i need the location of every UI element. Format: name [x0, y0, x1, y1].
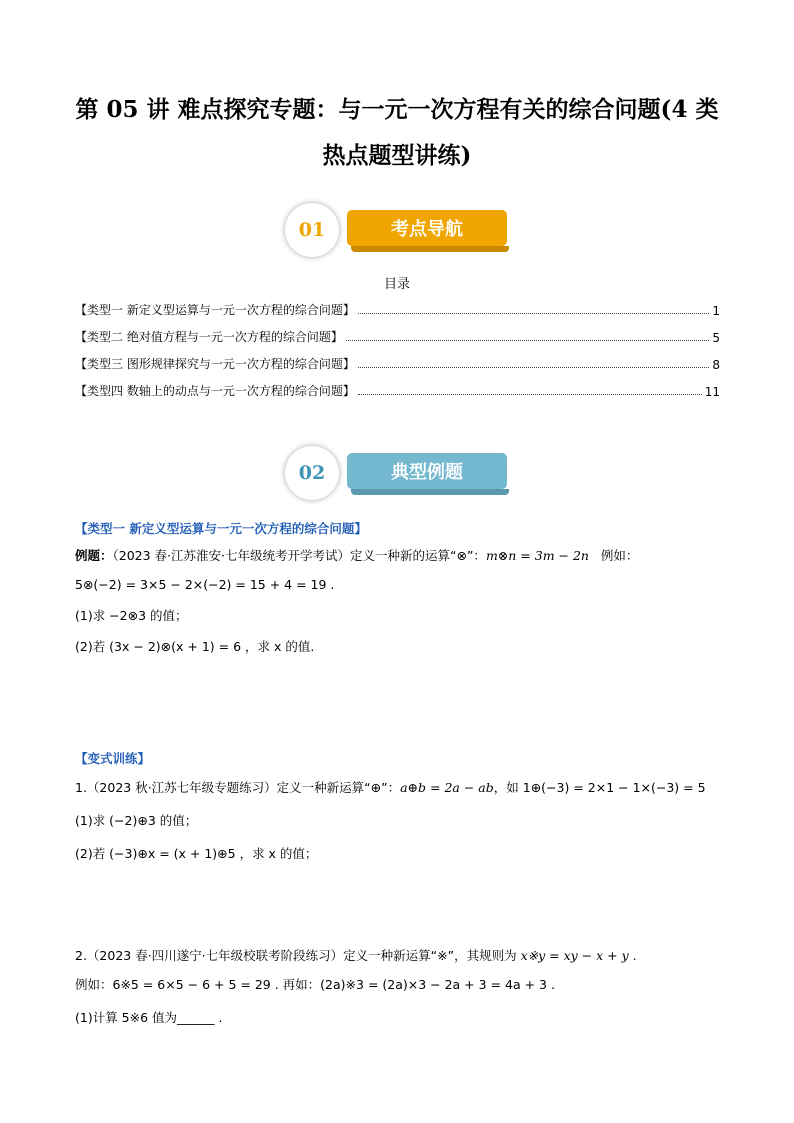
- variant-1-intro: 1.（2023 秋·江苏七年级专题练习）定义一种新运算“⊕”：: [75, 780, 401, 795]
- toc-item[interactable]: [75, 298, 720, 318]
- example-rule: m⊗n = 3m − 2n: [485, 548, 589, 563]
- toc-leader-dots: [346, 340, 710, 341]
- example-sample: 5⊗(−2) = 3×5 − 2×(−2) = 15 + 4 = 19 .: [75, 577, 335, 592]
- variant-heading: 【变式训练】: [75, 751, 151, 766]
- toc-item-label: 【类型四 数轴上的动点与一元一次方程的综合问题】: [75, 384, 355, 398]
- toc-item-page: 1: [712, 304, 720, 318]
- variant-2-question-1: (1)计算 5※6 值为______ .: [75, 1010, 223, 1025]
- example-intro: （2023 春·江苏淮安·七年级统考开学考试）定义一种新的运算“⊗”：: [112, 548, 486, 563]
- variant-2-line-1: [75, 947, 637, 965]
- variant-2-intro: 2.（2023 春·四川遂宁·七年级校联考阶段练习）定义一种新运算“※”，其规则为: [75, 948, 517, 963]
- toc-leader-dots: [358, 367, 710, 368]
- section-header-02: [285, 446, 515, 502]
- section-label: 典型例题: [347, 453, 507, 489]
- variant-1-question-2: (2)若 (−3)⊕x = (x + 1)⊕5 ，求 x 的值；: [75, 846, 318, 861]
- example-line-1: [75, 547, 638, 565]
- variant-2-examples: 例如：6※5 = 6×5 − 6 + 5 = 29 . 再如：(2a)※3 = (2a)×3 − 2a + 3 = 4a + 3 .: [75, 977, 555, 992]
- example-question-1: (1)求 −2⊗3 的值；: [75, 608, 188, 623]
- toc-item-page: 5: [712, 331, 720, 345]
- toc-item[interactable]: [75, 379, 720, 399]
- toc-item-label: 【类型二 绝对值方程与一元一次方程的综合问题】: [75, 330, 343, 344]
- page-title-line-1: 第 05 讲 难点探究专题：与一元一次方程有关的综合问题(4 类: [75, 96, 719, 123]
- toc-leader-dots: [358, 313, 710, 314]
- variant-1-sample: ，如 1⊕(−3) = 2×1 − 1×(−3) = 5: [493, 780, 706, 795]
- toc-heading: 目录: [383, 277, 410, 292]
- section-number-badge: 01: [285, 203, 339, 257]
- variant-1-line-1: [75, 779, 706, 797]
- example-label: 例题：: [75, 548, 113, 563]
- toc-item-page: 8: [712, 358, 720, 372]
- section-bar-shadow: [351, 489, 509, 495]
- page-title-line-2: 热点题型讲练): [322, 142, 472, 169]
- example-question-2: (2)若 (3x − 2)⊗(x + 1) = 6 ，求 x 的值.: [75, 639, 315, 654]
- example-rule-suffix: 例如：: [600, 548, 639, 563]
- section-number-badge: 02: [285, 446, 339, 500]
- toc-item-label: 【类型一 新定义型运算与一元一次方程的综合问题】: [75, 303, 355, 317]
- toc-item[interactable]: [75, 325, 720, 345]
- section-header-01: [285, 203, 515, 259]
- toc-item-page: 11: [704, 385, 720, 399]
- toc-leader-dots: [358, 394, 702, 395]
- section-label: 考点导航: [347, 210, 507, 246]
- variant-2-rule: x※y = xy − x + y .: [520, 948, 637, 963]
- type-heading: 【类型一 新定义型运算与一元一次方程的综合问题】: [75, 521, 367, 536]
- toc-item[interactable]: [75, 352, 720, 372]
- variant-1-rule: a⊕b = 2a − ab: [400, 780, 494, 795]
- variant-1-question-1: (1)求 (−2)⊕3 的值；: [75, 813, 198, 828]
- toc-item-label: 【类型三 图形规律探究与一元一次方程的综合问题】: [75, 357, 355, 371]
- section-bar-shadow: [351, 246, 509, 252]
